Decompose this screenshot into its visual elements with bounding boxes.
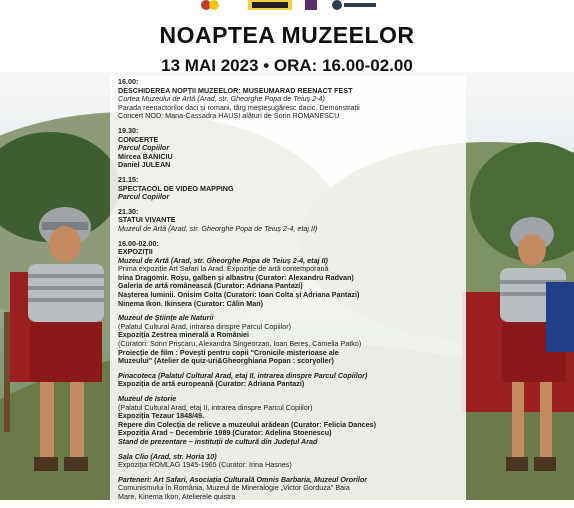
schedule-line: Galeria de artă românească (Curator: Adriana Pantazi)	[118, 282, 303, 291]
schedule-line: Muzeul de Științe ale Naturii	[118, 314, 214, 323]
schedule-line: Mare, Kinema Ikon, Atelierele quistra	[118, 492, 236, 501]
schedule-line: Expoziția ROMLAG 1945-1965 (Curator: Irina Hasnes)	[118, 461, 292, 470]
partner-logo	[305, 0, 317, 10]
logo-strip	[0, 0, 574, 16]
schedule-line: (Curatori: Sorin Prișcaru, Alexandra Singeorzan, Ioan Bereș, Camelia Patko)	[118, 340, 362, 349]
schedule-line: Comunismului în România, Muzeul de Mineralogie „Victor Gorduza" Baia	[118, 484, 350, 493]
schedule-line: Muzeului" (Atelier de quiz-uri&Gheorghiana Popan : scoryoller)	[118, 357, 334, 366]
schedule-line: EXPOZIȚII	[118, 248, 153, 257]
schedule-line: Parteneri: Art Safari, Asociația Culturală Omnis Barbaria, Muzeul Ororilor	[118, 475, 368, 484]
schedule-line: Repere din Colecția de relicve a muzeului arădean (Curator: Felicia Dances)	[118, 420, 377, 429]
schedule-line: SPECTACOL DE VIDEO MAPPING	[118, 184, 234, 193]
schedule-line: Expoziția Tezaur 1848/49.	[118, 412, 205, 421]
schedule-line: Parcul Copiilor	[118, 193, 170, 202]
schedule-time: 16.00-02.00:	[118, 239, 159, 248]
schedule-line: Expoziția Zestrea mineralǎ a României	[118, 331, 250, 340]
schedule-line: Proiecție de film : Povești pentru copii "Cronicile misterioase ale	[118, 348, 339, 357]
schedule-line: Muzeul de Artă (Arad, str. Gheorghe Popa de Teiuș 2-4, etaj II)	[118, 224, 318, 233]
schedule-line: Stand de prezentare – instituții de cultură din Județul Arad	[118, 437, 318, 446]
schedule-time: 21.15:	[118, 175, 139, 184]
roman-soldier-left	[0, 202, 120, 500]
schedule-line: Muzeul de Artă (Arad, str. Gheorghe Popa de Teiuș 2-4, etaj II)	[118, 256, 328, 265]
schedule-line: Curtea Muzeului de Artă (Arad, str. Gheorghe Popa de Teiuș 2-4)	[118, 95, 325, 104]
schedule-time: 21.30:	[118, 207, 139, 216]
schedule-line: Concert NOD: Mana-Cassadra HAUȘI alături de Sorin ROMANESCU	[118, 112, 340, 121]
schedule-line: Mircea BANICIU	[118, 152, 173, 161]
schedule-line: Pinacoteca (Palatul Cultural Arad, etaj II, intrarea dinspre Parcul Copiilor)	[118, 371, 368, 380]
schedule-line: Expoziția de artă europeană (Curator: Adriana Pantazi)	[118, 380, 305, 389]
schedule-line: (Palatul Cultural Arad, etaj II, intrarea dinspre Parcul Copiilor)	[118, 403, 313, 412]
poster-title: NOAPTEA MUZEELOR	[159, 22, 415, 48]
partner-logo	[332, 0, 376, 10]
partner-logo	[200, 0, 220, 10]
schedule-line: Parcul Copiilor	[118, 144, 170, 153]
schedule-line: Ninema Ikon. Ikinsera (Curator: Călin Man)	[118, 299, 263, 308]
schedule-time: 16.00:	[118, 78, 139, 86]
partner-logo	[248, 0, 292, 10]
schedule-line: Prima expoziție Art Safari la Arad. Expoziție de artă contemporană	[118, 265, 329, 274]
schedule-line: STATUI VIVANTE	[118, 216, 176, 225]
schedule-line: Expoziția Arad – Decembrie 1989 (Curator: Adelina Stoenescu)	[118, 429, 332, 438]
program-schedule	[118, 76, 464, 508]
event-date-time: 13 MAI 2023 • ORA: 16.00-02.00	[161, 56, 413, 75]
schedule-line: CONCERTE	[118, 135, 159, 144]
schedule-line: Parada reenactorilor daci și romani, târg meșteșugăresc dacic, Demonstrații	[118, 103, 360, 112]
spacer	[118, 502, 464, 508]
schedule-line: Nașterea luminii. Onisim Colta (Curatori: Ioan Colta și Adriana Pantazi)	[118, 291, 360, 300]
schedule-time: 19.30:	[118, 126, 139, 135]
schedule-line: DESCHIDEREA NOPȚII MUZEELOR: MUSEUMARAD REENACT FEST	[118, 86, 353, 95]
schedule-line: Muzeul de Istorie	[118, 395, 177, 403]
schedule-line: Sala Clio (Arad, str. Horia 10)	[118, 452, 217, 461]
schedule-line: Irina Dragomir. Roșu, galben și albastru (Curator: Alexandru Radvan)	[118, 273, 354, 282]
schedule-line: Daniel JULEAN	[118, 161, 171, 170]
roman-soldier-right	[462, 212, 574, 500]
schedule-line: (Palatul Cultural Arad, intrarea dinspre Parcul Copiilor)	[118, 322, 291, 331]
